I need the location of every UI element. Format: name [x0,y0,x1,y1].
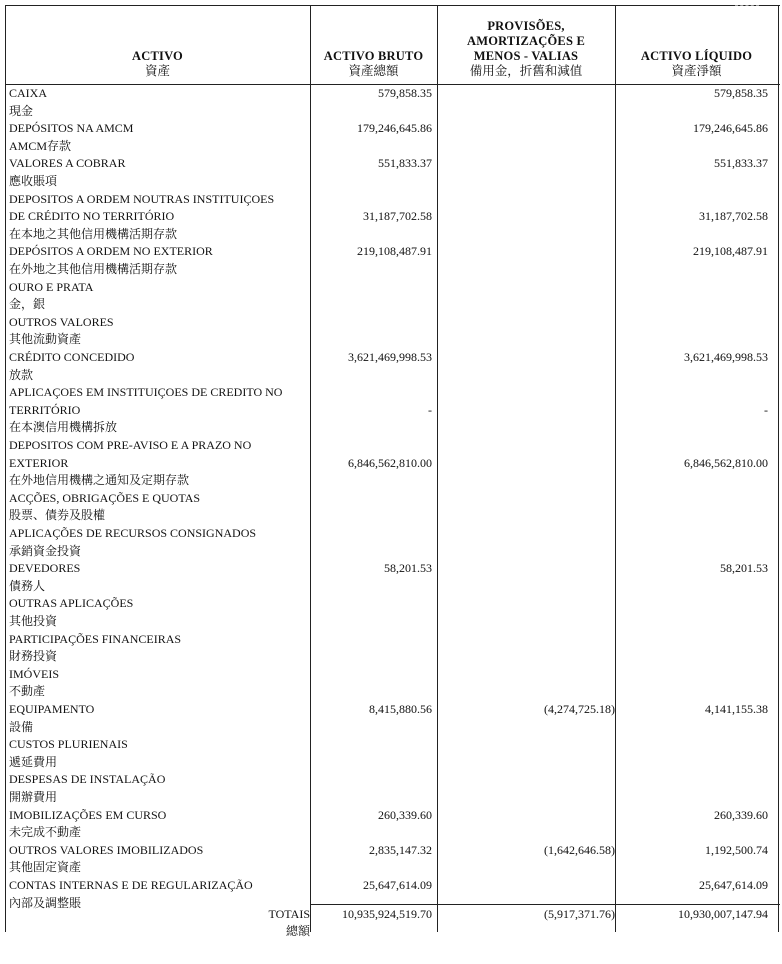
row-label [9,525,309,560]
row-label-line: 遞延費用 [9,754,58,769]
row-label-line: 不動產 [9,684,46,699]
row-label-line: 債務人 [9,578,46,593]
row-label-line: 在外地信用機構之通知及定期存款 [9,473,190,488]
row-provisoes: (1,642,646.58) [544,842,615,857]
row-label [9,877,309,912]
row-activo-liquido: 25,647,614.09 [699,878,768,892]
totals-label-zh: 總額 [285,924,310,938]
row-label [9,85,309,120]
row-label-line: DEPOSITOS COM PRE-AVISO E A PRAZO NO [9,438,252,452]
totals-provisoes: (5,917,371.76) [544,907,615,921]
row-label-line: ACÇÕES, OBRIGAÇÕES E QUOTAS [9,490,201,505]
column-divider [615,5,616,932]
row-label [9,631,309,666]
row-activo-bruto: 2,835,147.32 [369,842,432,857]
row-label [9,736,309,771]
row-label [9,349,309,384]
row-label-line: TERRITÓRIO [9,402,81,417]
row-activo-bruto: 25,647,614.09 [363,878,432,892]
row-activo-liquido: 58,201.53 [720,561,768,576]
totals-rule [310,904,780,905]
row-provisoes: (4,274,725.18) [544,702,615,716]
row-label-line: 其他投資 [9,613,58,628]
row-activo-bruto: 8,415,880.56 [369,702,432,716]
row-label [9,490,309,525]
header-prov-line2: AMORTIZAÇÕES E [466,34,585,48]
row-label-line: 放款 [9,367,34,382]
row-label-line: DESPESAS DE INSTALAÇÃO [9,772,166,787]
header-bruto-pt: ACTIVO BRUTO [323,49,424,63]
row-label-line: 在本地之其他信用機構活期存款 [9,226,178,241]
row-label-line: VALORES A COBRAR [9,156,126,171]
header-activo-bruto [310,5,437,83]
row-activo-bruto: 260,339.60 [378,807,432,822]
row-label-line: CRÉDITO CONCEDIDO [9,350,135,364]
row-label [9,191,309,244]
totals-bruto: 10,935,924,519.70 [342,907,432,921]
row-activo-liquido: 6,846,562,810.00 [684,455,768,470]
row-label [9,560,309,595]
header-liquido-zh: 資產淨額 [671,64,722,78]
row-activo-liquido: 579,858.35 [714,86,768,100]
row-label-line: 在本澳信用機構拆放 [9,420,118,435]
row-activo-liquido: 31,187,702.58 [699,209,768,224]
row-label-line: 財務投資 [9,649,58,664]
row-label-line: APLICAÇOES EM INSTITUIÇOES DE CREDITO NO [9,385,283,400]
row-label [9,807,309,842]
balance-sheet-table [5,5,780,938]
row-activo-bruto: 179,246,645.86 [357,121,432,136]
row-label [9,279,309,314]
row-label-line: OURO E PRATA [9,279,94,294]
row-activo-liquido: 179,246,645.86 [693,121,768,136]
row-label-line: 其他流動資產 [9,332,82,347]
header-prov-line1: PROVISÕES, [487,19,565,33]
row-label-line: DEPOSITOS A ORDEM NOUTRAS INSTITUIÇOES [9,191,275,206]
totals-label [269,906,310,940]
row-label-line: 其他固定資產 [9,860,82,875]
row-label-line: 內部及調整賬 [9,895,82,910]
header-prov-zh: 備用金，折舊和減值 [469,64,583,78]
row-label-line: 開辦費用 [9,789,58,804]
row-label [9,842,309,877]
header-provisoes [437,5,615,83]
header-activo [5,5,310,83]
row-label-line: 金，銀 [9,297,46,312]
row-label [9,243,309,278]
row-label [9,666,309,701]
row-label-line: EXTERIOR [9,455,69,470]
table-border-left [5,5,6,932]
row-label-line: 未完成不動產 [9,825,82,840]
row-label-line: IMOBILIZAÇÕES EM CURSO [9,807,167,822]
row-label-line: 應收賬項 [9,173,58,188]
row-label-line: OUTROS VALORES [9,314,114,329]
row-label-line: DE CRÉDITO NO TERRITÓRIO [9,209,175,224]
row-activo-liquido: 3,621,469,998.53 [684,350,768,364]
totals-liquido: 10,930,007,147.94 [678,907,768,921]
row-activo-liquido: 4,141,155.38 [705,702,768,716]
row-activo-bruto: 31,187,702.58 [363,209,432,224]
row-label-line: DEVEDORES [9,561,81,576]
row-activo-bruto: 579,858.35 [378,86,432,100]
row-label-line: OUTRAS APLICAÇÕES [9,596,134,611]
row-label-line: OUTROS VALORES IMOBILIZADOS [9,842,204,857]
row-activo-liquido: 219,108,487.91 [693,244,768,259]
row-label [9,384,309,437]
row-activo-bruto: - [428,402,432,417]
row-label-line: CAIXA [9,86,47,100]
row-label-line: AMCM存款 [9,138,72,153]
row-label-line: DEPÓSITOS NA AMCM [9,121,134,136]
row-label [9,120,309,155]
row-label-line: 在外地之其他信用機構活期存款 [9,261,178,276]
row-activo-liquido: 260,339.60 [714,807,768,822]
row-activo-bruto: 219,108,487.91 [357,244,432,259]
row-label [9,771,309,806]
row-activo-bruto: 551,833.37 [378,156,432,171]
row-activo-bruto: 6,846,562,810.00 [348,455,432,470]
row-activo-liquido: 551,833.37 [714,156,768,171]
row-label-line: 設備 [9,719,34,734]
row-label-line: 股票、債券及股權 [9,508,106,523]
header-liquido-pt: ACTIVO LÍQUIDO [640,49,753,63]
row-label-line: APLICAÇÕES DE RECURSOS CONSIGNADOS [9,526,257,540]
row-label [9,155,309,190]
row-activo-liquido: - [764,402,768,417]
totals-label-pt: TOTAIS [268,907,310,921]
row-label-line: IMÓVEIS [9,666,59,681]
row-label-line: PARTICIPAÇÕES FINANCEIRAS [9,631,182,646]
row-activo-liquido: 1,192,500.74 [705,842,768,857]
column-divider [437,5,438,932]
header-activo-zh: 資產 [144,64,170,78]
row-label [9,437,309,490]
row-activo-bruto: 3,621,469,998.53 [348,350,432,364]
row-label-line: EQUIPAMENTO [9,702,95,716]
table-border-right [778,5,779,932]
row-label-line: CUSTOS PLURIENAIS [9,737,128,752]
header-activo-pt: ACTIVO [132,49,183,63]
header-prov-line3: MENOS - VALIAS [473,49,579,63]
row-label-line: 現金 [9,103,34,118]
header-activo-liquido [615,5,778,83]
row-label [9,701,309,736]
row-label [9,314,309,349]
header-bruto-zh: 資產總額 [348,64,399,78]
row-label [9,595,309,630]
row-label-line: CONTAS INTERNAS E DE REGULARIZAÇÃO [9,878,253,892]
row-label-line: 承銷資金投資 [9,543,82,558]
row-activo-bruto: 58,201.53 [384,561,432,576]
row-label-line: DEPÓSITOS A ORDEM NO EXTERIOR [9,244,213,259]
